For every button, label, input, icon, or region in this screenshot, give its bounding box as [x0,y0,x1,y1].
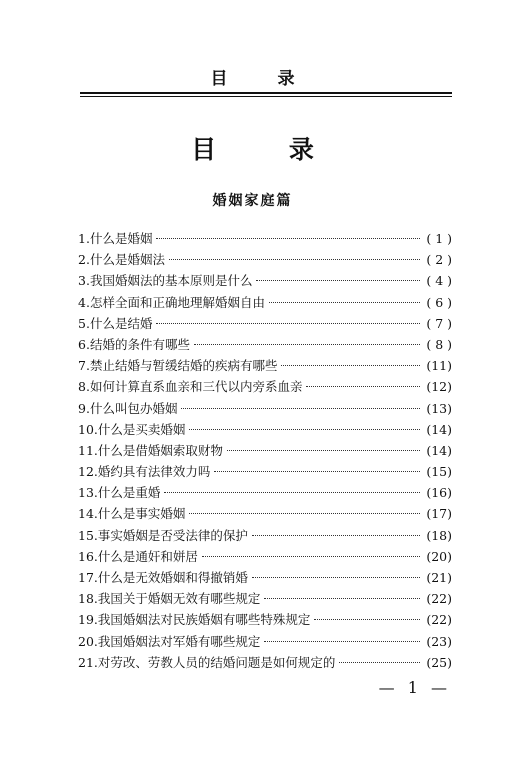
dot-leader [281,365,420,366]
dot-leader [194,344,420,345]
page-number: — 1 — [378,678,451,697]
dot-leader [252,577,420,578]
toc-entry-number: 15. [78,527,98,543]
toc-entry-15[interactable] [78,525,452,546]
dot-leader [156,323,420,324]
toc-entry-12[interactable] [78,461,452,482]
toc-entry-page: (14) [426,442,452,458]
toc-entry-title: 什么是借婚姻索取财物 [97,442,223,458]
dot-leader [339,662,420,663]
toc-entry-page: (25) [426,654,452,670]
toc-entry-18[interactable] [78,588,452,609]
toc-entry-1[interactable] [78,228,452,249]
toc-entry-number: 14. [78,506,98,522]
toc-entry-number: 5. [78,315,90,331]
toc-entry-number: 6. [78,336,90,352]
dot-leader [264,598,420,599]
toc-entry-17[interactable] [78,567,452,588]
header-rule-thin [80,96,452,97]
toc-entry-title: 什么是婚姻 [89,231,153,246]
toc-entry-6[interactable] [78,334,452,355]
toc-entry-5[interactable] [78,313,452,334]
section-title: 婚姻家庭篇 [212,193,293,209]
toc-entry-page: ( 4 ) [426,273,452,289]
toc-entry-number: 17. [78,570,98,585]
toc-entry-title: 我国婚姻法对军婚有哪些规定 [97,633,261,649]
toc-entry-16[interactable] [78,546,452,567]
toc-entry-page: ( 8 ) [426,336,452,352]
toc-entry-number: 3. [78,273,90,289]
toc-entry-number: 10. [78,421,98,437]
toc-entry-number: 16. [78,548,98,564]
toc-entry-title: 什么是结婚 [89,315,153,331]
toc-entry-10[interactable] [78,419,452,440]
toc-entry-title: 什么叫包办婚姻 [89,400,178,416]
toc-entry-title: 对劳改、劳教人员的结婚问题是如何规定的 [97,654,336,670]
toc-entry-number: 9. [78,400,90,416]
toc-entry-page: (16) [426,485,452,501]
dot-leader [256,280,420,281]
toc-entry-number: 19. [78,612,98,628]
toc-entry-page: (13) [426,400,452,416]
dot-leader [169,259,420,260]
dot-leader [269,302,420,303]
page-title: 目 录 [191,135,346,164]
toc-entry-page: (15) [426,464,452,480]
toc-entry-20[interactable] [78,631,452,652]
toc-entry-title: 什么是买卖婚姻 [97,421,186,437]
toc-entry-page: ( 2 ) [426,252,452,268]
table-of-contents [78,228,452,673]
toc-entry-11[interactable] [78,440,452,461]
dot-leader [164,492,420,493]
toc-entry-title: 什么是事实婚姻 [97,506,186,522]
dot-leader [314,619,420,620]
dot-leader [306,386,420,387]
dot-leader [264,641,420,642]
toc-entry-page: (11) [426,358,452,374]
dot-leader [227,450,420,451]
toc-entry-page: (21) [426,570,452,585]
toc-entry-page: (22) [426,612,452,628]
toc-entry-title: 我国关于婚姻无效有哪些规定 [97,591,261,607]
toc-entry-title: 如何计算直系血亲和三代以内旁系血亲 [89,379,303,395]
toc-entry-title: 结婚的条件有哪些 [89,336,190,352]
dot-leader [252,535,420,536]
toc-entry-4[interactable] [78,292,452,313]
header-rule-thick [80,92,452,94]
toc-entry-title: 什么是通奸和姘居 [97,548,198,564]
toc-entry-number: 13. [78,485,98,501]
toc-entry-page: (17) [426,506,452,522]
toc-entry-3[interactable] [78,270,452,291]
toc-entry-19[interactable] [78,609,452,630]
toc-entry-page: (12) [426,379,452,395]
toc-entry-page: (20) [426,548,452,564]
toc-entry-number: 20. [78,633,98,649]
toc-entry-number: 7. [78,358,90,374]
toc-entry-number: 4. [78,294,90,310]
toc-entry-number: 8. [78,379,90,395]
toc-entry-page: ( 6 ) [426,294,452,310]
toc-entry-2[interactable] [78,249,452,270]
toc-entry-14[interactable] [78,503,452,524]
toc-entry-7[interactable] [78,355,452,376]
toc-entry-number: 1. [78,231,90,246]
toc-entry-title: 怎样全面和正确地理解婚姻自由 [89,294,265,310]
toc-entry-title: 禁止结婚与暂缓结婚的疾病有哪些 [89,358,278,374]
running-head: 目 录 [210,69,317,89]
toc-entry-number: 11. [78,442,98,458]
toc-entry-page: (22) [426,591,452,607]
dot-leader [189,429,420,430]
toc-entry-8[interactable] [78,376,452,397]
toc-entry-title: 什么是无效婚姻和得撤销婚 [97,570,248,585]
toc-entry-number: 18. [78,591,98,607]
toc-entry-title: 我国婚姻法对民族婚姻有哪些特殊规定 [97,612,311,628]
toc-entry-21[interactable] [78,652,452,673]
toc-entry-title: 什么是婚姻法 [89,252,165,268]
toc-entry-page: (23) [426,633,452,649]
dot-leader [156,238,420,239]
toc-entry-title: 什么是重婚 [97,485,161,501]
toc-entry-number: 12. [78,464,98,480]
toc-entry-9[interactable] [78,398,452,419]
toc-entry-title: 事实婚姻是否受法律的保护 [97,527,248,543]
toc-entry-page: ( 1 ) [426,231,452,246]
dot-leader [181,408,420,409]
toc-entry-number: 2. [78,252,90,268]
dot-leader [214,471,420,472]
toc-entry-number: 21. [78,654,98,670]
dot-leader [189,513,420,514]
toc-entry-title: 我国婚姻法的基本原则是什么 [89,273,253,289]
toc-entry-page: (14) [426,421,452,437]
dot-leader [202,556,420,557]
toc-entry-title: 婚约具有法律效力吗 [97,464,211,480]
toc-entry-page: ( 7 ) [426,315,452,331]
toc-entry-page: (18) [426,527,452,543]
toc-entry-13[interactable] [78,482,452,503]
